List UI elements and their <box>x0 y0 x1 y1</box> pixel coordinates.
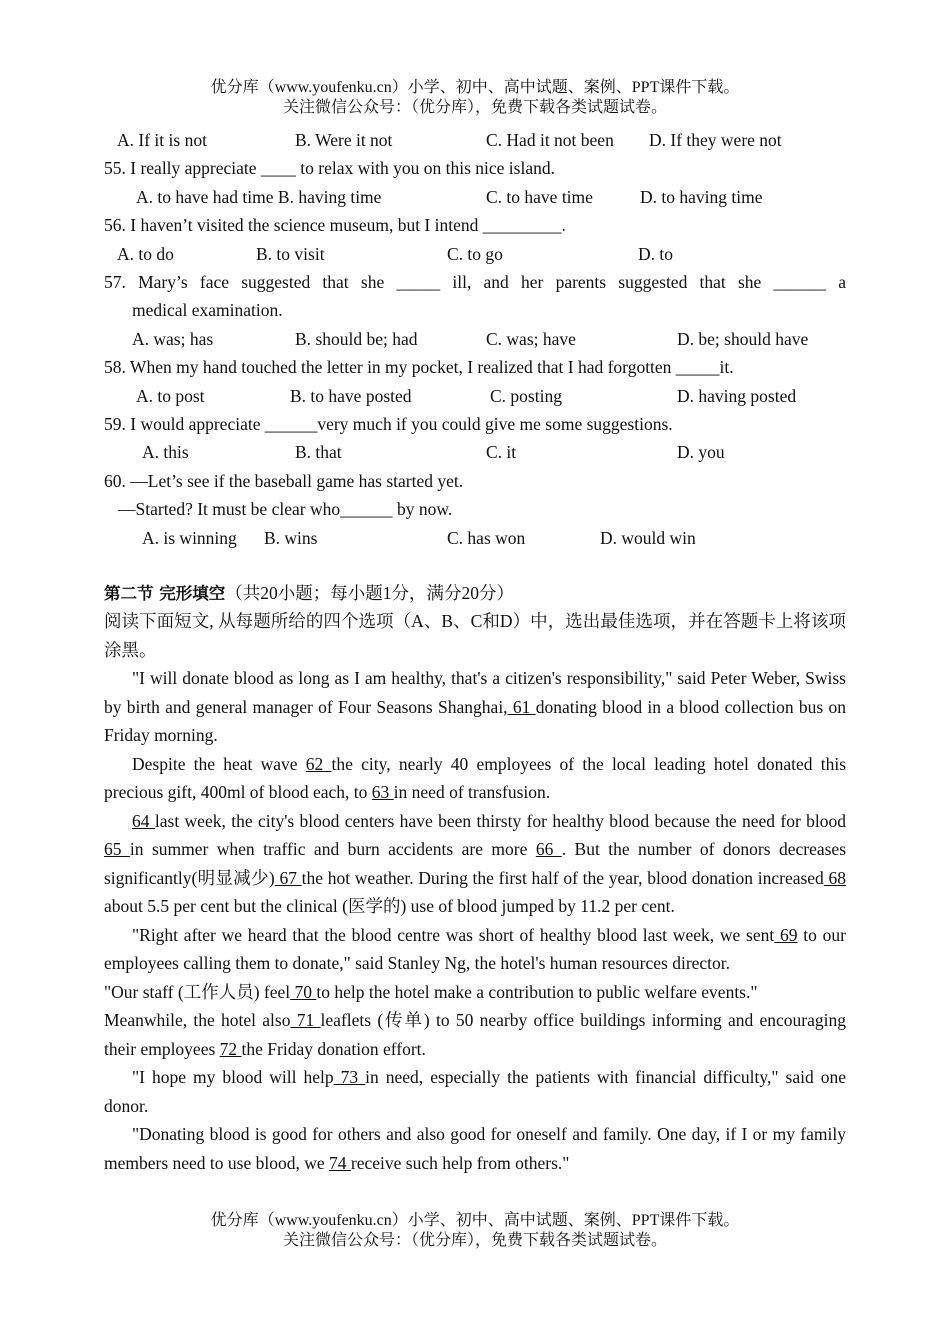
blank-71: 71 <box>290 1010 321 1030</box>
q59-option-c: C. it <box>486 442 517 462</box>
blank-64: 64 <box>132 810 155 831</box>
section-title: 第二节 完形填空 <box>104 584 226 603</box>
blank-61: 61 <box>507 696 536 717</box>
q58-option-b: B. to have posted <box>290 386 412 406</box>
blank-70: 70 <box>290 981 317 1002</box>
q57-option-b: B. should be; had <box>295 329 418 349</box>
q54-option-a: A. If it is not <box>117 130 207 150</box>
blank-66: 66 <box>535 839 562 859</box>
passage-paragraph-3: 64 last week, the city's blood centers have been thirsty for healthy blood because the need for blood 65 in summer when traffic and burn accidents are more 66 . But the number of donors decreases significantly(明显减少) 67 the hot weather. During the first half of the year, blood donation increased 68 about 5.5 per cent but the clinical (医学的) use of blood jumped by 11.2 per cent. <box>104 810 847 916</box>
footer-line-2: 关注微信公众号：（优分库），免费下载各类试题试卷。 <box>282 1232 667 1249</box>
passage-paragraph-1: "I will donate blood as long as I am healthy, that's a citizen's responsibility," said Peter Weber, Swiss by birth and general manager of Four Seasons Shanghai, 61 donating blood in a blood collection bus on Friday morning. <box>104 668 847 745</box>
q54-option-c: C. Had it not been <box>486 130 614 150</box>
q56-option-a: A. to do <box>117 244 174 264</box>
q57-option-d: D. be; should have <box>677 329 809 349</box>
instructions-text: 阅读下面短文, 从每题所给的四个选项（A、B、C和D）中，选出最佳选项，并在答题卡上将该项涂黑。 <box>104 611 846 660</box>
q56-stem: 56. I haven’t visited the science museum, but I intend _________. <box>104 215 566 235</box>
q60-stem-line-1: 60. —Let’s see if the baseball game has started yet. <box>104 471 464 491</box>
q58-option-c: C. posting <box>490 386 562 406</box>
q59-stem: 59. I would appreciate ______very much if you could give me some suggestions. <box>104 414 673 434</box>
q55-option-c: C. to have time <box>486 187 593 207</box>
q60-option-d: D. would win <box>600 528 696 548</box>
q57-stem-line-1: 57. Mary’s face suggested that she _____ ill, and her parents suggested that she ______ a <box>104 272 846 292</box>
footer-line-1: 优分库（www.youfenku.cn）小学、初中、高中试题、案例、PPT课件下载。 <box>210 1212 740 1229</box>
blank-62: 62 <box>305 753 332 774</box>
blank-72: 72 <box>219 1038 242 1059</box>
q60-option-a: A. is winning <box>142 528 237 548</box>
blank-63: 63 <box>371 782 394 802</box>
q55-stem: 55. I really appreciate ____ to relax with you on this nice island. <box>104 158 555 178</box>
q56-option-b: B. to visit <box>256 244 325 264</box>
q58-option-a: A. to post <box>136 386 205 406</box>
q57-option-a: A. was; has <box>132 329 214 349</box>
q54-option-d: D. If they were not <box>649 130 782 150</box>
blank-65: 65 <box>104 839 130 859</box>
passage-paragraph-5: "Our staff (工作人员) feel 70 to help the hotel make a contribution to public welfare events." <box>104 981 758 1002</box>
q58-stem: 58. When my hand touched the letter in my pocket, I realized that I had forgotten _____it. <box>104 357 734 377</box>
blank-73: 73 <box>333 1067 366 1087</box>
q60-option-b: B. wins <box>264 528 318 548</box>
q56-option-c: C. to go <box>447 244 503 264</box>
q60-option-c: C. has won <box>447 528 526 548</box>
section-heading <box>104 582 514 605</box>
q59-option-d: D. you <box>677 442 725 462</box>
header-line-2: 关注微信公众号：（优分库），免费下载各类试题试卷。 <box>282 99 667 116</box>
passage-paragraph-4: "Right after we heard that the blood centre was short of healthy blood last week, we sent 69 to our employees calling them to donate," said Stanley Ng, the hotel's human resources director. <box>104 924 846 973</box>
q57-option-c: C. was; have <box>486 329 576 349</box>
passage-paragraph-8: "Donating blood is good for others and also good for oneself and family. One day, if I or my family members need to use blood, we 74 receive such help from others." <box>104 1124 846 1173</box>
q59-option-a: A. this <box>142 442 189 462</box>
q57-stem-line-2: medical examination. <box>132 300 283 320</box>
section-note: （共20小题；每小题1分，满分20分） <box>225 583 514 603</box>
q56-option-d: D. to <box>638 244 673 264</box>
q54-option-b: B. Were it not <box>295 130 393 150</box>
q58-option-d: D. having posted <box>677 386 797 406</box>
blank-68: 68 <box>823 867 847 888</box>
q55-option-d: D. to having time <box>640 187 763 207</box>
cloze-passage <box>104 664 846 1177</box>
blank-74: 74 <box>329 1152 351 1173</box>
passage-paragraph-7: "I hope my blood will help 73 in need, especially the patients with financial difficulty," said one donor. <box>104 1067 847 1116</box>
passage-paragraph-6: Meanwhile, the hotel also 71 leaflets (传单) to 50 nearby office buildings informing and encouraging their employees 72 the Friday donation effort. <box>104 1010 846 1059</box>
blank-69: 69 <box>774 924 798 945</box>
blank-67: 67 <box>274 867 302 888</box>
q60-stem-line-2: —Started? It must be clear who______ by now. <box>118 499 453 519</box>
section-instructions <box>104 607 846 664</box>
header-line-1: 优分库（www.youfenku.cn）小学、初中、高中试题、案例、PPT课件下载。 <box>210 79 740 96</box>
passage-paragraph-2: Despite the heat wave 62 the city, nearly 40 employees of the local leading hotel donated this precious gift, 400ml of blood each, to 63 in need of transfusion. <box>104 753 847 802</box>
q59-option-b: B. that <box>295 442 342 462</box>
q55-option-ab: A. to have had time B. having time <box>136 187 382 207</box>
